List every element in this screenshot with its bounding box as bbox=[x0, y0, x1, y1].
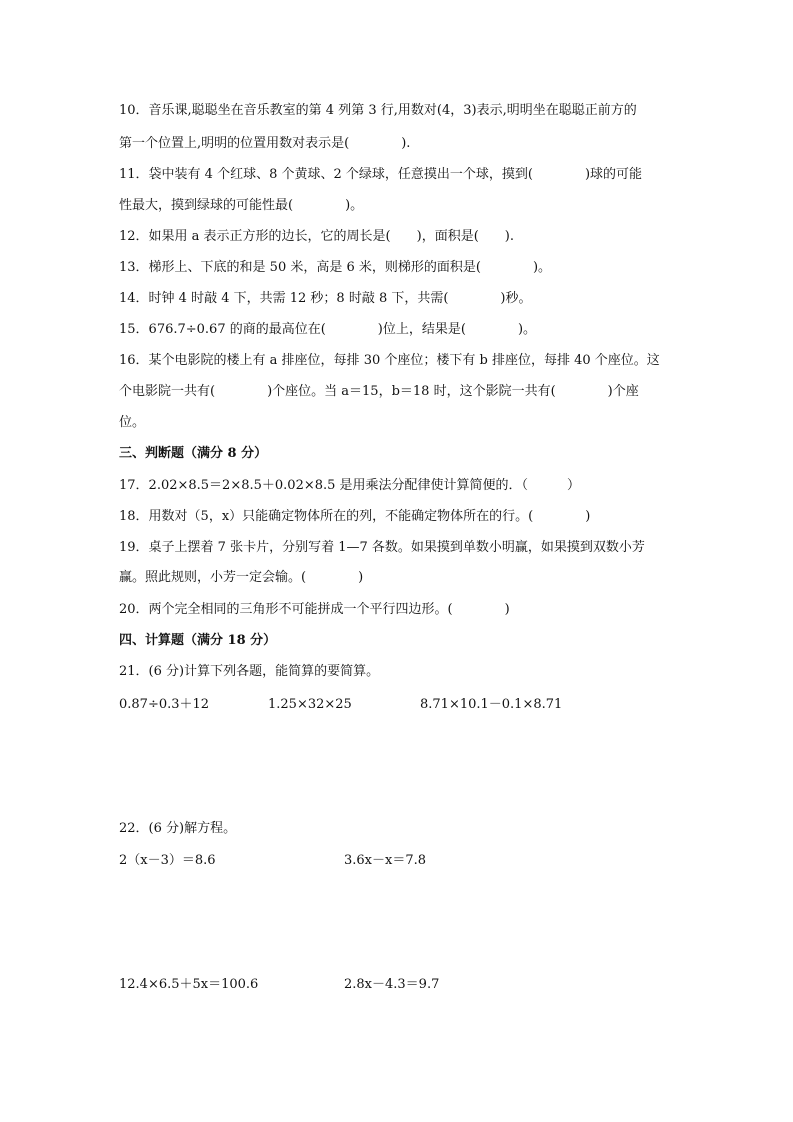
calc-expression-2: 1.25×32×25 bbox=[268, 697, 352, 712]
question-21: 21．(6 分)计算下列各题，能简算的要简算。 bbox=[119, 664, 380, 679]
equation-3: 12.4×6.5＋5x＝100.6 bbox=[119, 977, 259, 992]
question-11-line2: 性最大，摸到绿球的可能性最( )。 bbox=[119, 198, 364, 213]
section-heading-calc: 四、计算题（满分 18 分） bbox=[119, 633, 277, 648]
question-10-line2: 第一个位置上,明明的位置用数对表示是( ). bbox=[119, 136, 411, 151]
question-16-line3: 位。 bbox=[119, 415, 146, 430]
question-18: 18．用数对（5，x）只能确定物体所在的列，不能确定物体所在的行。( ) bbox=[119, 509, 591, 524]
question-11-line1: 11．袋中装有 4 个红球、8 个黄球、2 个绿球，任意摸出一个球，摸到( )球的可能 bbox=[119, 167, 643, 182]
question-16-line2: 个电影院一共有( )个座位。当 a＝15，b＝18 时，这个影院一共有( )个座 bbox=[119, 384, 639, 399]
calc-expression-1: 0.87÷0.3＋12 bbox=[119, 697, 210, 712]
question-16-line1: 16．某个电影院的楼上有 a 排座位，每排 30 个座位；楼下有 b 排座位，每排 40 个座位。这 bbox=[119, 353, 660, 368]
question-20: 20．两个完全相同的三角形不可能拼成一个平行四边形。( ) bbox=[119, 602, 510, 617]
question-17: 17．2.02×8.5＝2×8.5＋0.02×8.5 是用乘法分配律使计算简便的．（ ） bbox=[119, 478, 581, 493]
equation-4: 2.8x－4.3＝9.7 bbox=[344, 977, 440, 992]
equation-2: 3.6x－x＝7.8 bbox=[344, 853, 427, 868]
question-22: 22．(6 分)解方程。 bbox=[119, 821, 237, 836]
question-12: 12．如果用 a 表示正方形的边长，它的周长是( )，面积是( ). bbox=[119, 229, 514, 244]
question-10-line1: 10．音乐课,聪聪坐在音乐教室的第 4 列第 3 行,用数对(4，3)表示,明明坐在聪聪正前方的 bbox=[119, 103, 637, 118]
section-heading-judge: 三、判断题（满分 8 分） bbox=[119, 446, 268, 461]
question-15: 15．676.7÷0.67 的商的最高位在( )位上，结果是( )。 bbox=[119, 322, 537, 337]
question-13: 13．梯形上、下底的和是 50 米，高是 6 米，则梯形的面积是( )。 bbox=[119, 260, 552, 275]
question-14: 14．时钟 4 时敲 4 下，共需 12 秒；8 时敲 8 下，共需( )秒。 bbox=[119, 291, 532, 306]
question-19-line1: 19．桌子上摆着 7 张卡片，分别写着 1—7 各数。如果摸到单数小明赢，如果摸到双数小芳 bbox=[119, 540, 645, 555]
equation-1: 2（x－3）＝8.6 bbox=[119, 853, 216, 868]
question-19-line2: 赢。照此规则，小芳一定会输。( ) bbox=[119, 570, 364, 585]
calc-expression-3: 8.71×10.1－0.1×8.71 bbox=[420, 697, 563, 712]
